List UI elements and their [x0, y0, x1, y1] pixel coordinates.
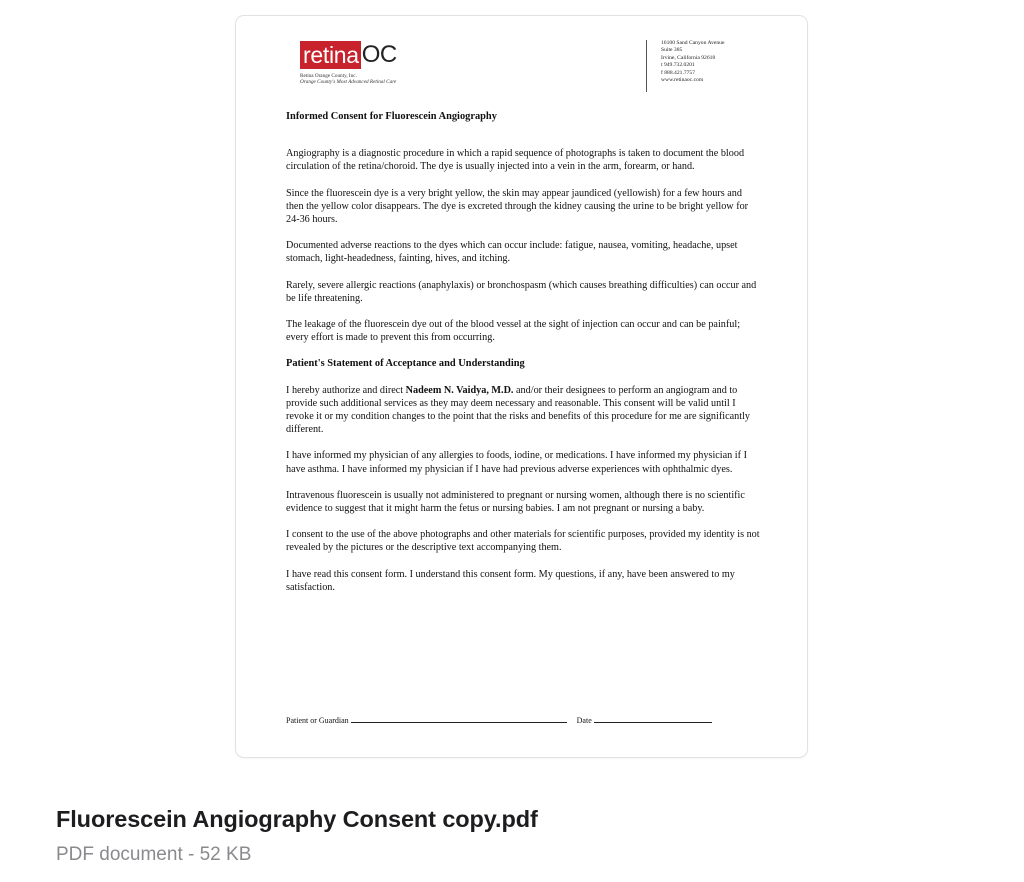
- phone-line: t 949.732.0201: [661, 62, 695, 69]
- authorization-text-start: I hereby authorize and direct: [286, 384, 406, 396]
- paragraph: I have informed my physician of any allergies to foods, iodine, or medications. I have informed my physician if I have asthma. I have informed my physician if I have had previous adverse experiences with ophthalmic dyes.: [286, 450, 747, 475]
- signature-row: [286, 714, 712, 726]
- authorization-text-end: and/or their designees to perform an angiogram and to provide such additional services as they may deem necessary and reasonable. This consent will be valid until I revoke it or my condition changes to the point that the risks and benefits of this procedure for me are significantly different.: [286, 384, 750, 436]
- pdf-page: [236, 16, 807, 757]
- website-line: www.retinaoc.com: [661, 77, 704, 84]
- file-meta: PDF document - 52 KB: [56, 844, 252, 865]
- address-block: [646, 40, 724, 92]
- retina-oc-logo: [300, 41, 397, 85]
- document-body: [286, 110, 761, 607]
- paragraph: I have read this consent form. I understand this consent form. My questions, if any, have been answered to my satisfaction.: [286, 568, 735, 593]
- paragraph: Documented adverse reactions to the dyes which can occur include: fatigue, nausea, vomiting, headache, upset stomach, light-headedness, fainting, hives, and itching.: [286, 240, 738, 265]
- address-line: 16100 Sand Canyon Avenue: [661, 40, 725, 46]
- logo-wordmark: [300, 41, 397, 69]
- fax-line: f 888.421.7757: [661, 69, 696, 76]
- paragraph: The leakage of the fluorescein dye out of the blood vessel at the sight of injection can occur and can be painful; every effort is made to prevent this from occurring.: [286, 319, 741, 344]
- paragraph: Since the fluorescein dye is a very bright yellow, the skin may appear jaundiced (yellowish) for a few hours and then the yellow color disappears. The dye is excreted through the kidney causing the urine to be bright yellow for 24-36 hours.: [286, 187, 749, 226]
- company-name: Retina Orange County, Inc.: [300, 73, 357, 79]
- logo-subtitle: [300, 73, 397, 85]
- company-tagline: Orange County's Most Advanced Retinal Care: [300, 79, 397, 86]
- paragraph: Intravenous fluorescein is usually not administered to pregnant or nursing women, although there is no scientific evidence to suggest that it might harm the fetus or nursing babies. I am not pregnant or nursing a baby.: [286, 489, 745, 515]
- paragraph: I consent to the use of the above photographs and other materials for scientific purposes, provided my identity is not revealed by the pictures or the descriptive text accompanying them.: [286, 529, 760, 554]
- document-title: Informed Consent for Fluorescein Angiography: [286, 111, 497, 122]
- date-blank: [594, 714, 712, 723]
- logo-red-text: retina: [300, 41, 361, 69]
- authorization-paragraph: [286, 384, 761, 437]
- paragraph: Rarely, severe allergic reactions (anaphylaxis) or bronchospasm (which causes breathing difficulties) can occur and be life threatening.: [286, 279, 757, 304]
- date-label: Date: [576, 716, 592, 725]
- signature-label: Patient or Guardian: [286, 716, 349, 725]
- file-name: Fluorescein Angiography Consent copy.pdf: [56, 806, 538, 832]
- logo-oc-text: OC: [361, 41, 397, 68]
- paragraph: Angiography is a diagnostic procedure in which a rapid sequence of photographs is taken to document the blood circulation of the retina/choroid. The dye is usually injected into a vein in the arm, forearm, or hand.: [286, 148, 745, 173]
- section-title: Patient's Statement of Acceptance and Understanding: [286, 358, 525, 370]
- doctor-name: Nadeem N. Vaidya, M.D.: [405, 384, 514, 396]
- address-line: Irvine, California 92618: [661, 54, 716, 61]
- pdf-preview-thumbnail[interactable]: [235, 15, 808, 758]
- address-line: Suite 385: [661, 47, 683, 54]
- signature-blank: [351, 714, 567, 723]
